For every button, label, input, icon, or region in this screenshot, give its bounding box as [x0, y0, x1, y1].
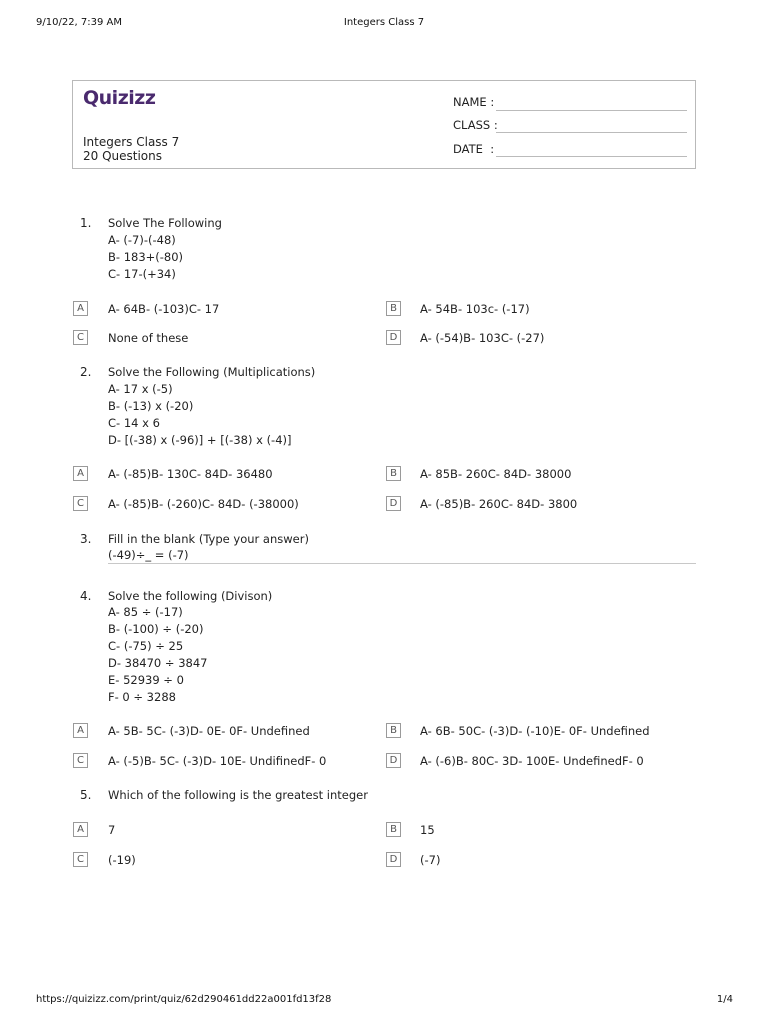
option-a-text: 7	[108, 823, 116, 837]
option-a-box[interactable]: A	[73, 301, 88, 316]
question-number: 1.	[80, 216, 92, 230]
option-a-box[interactable]: A	[73, 466, 88, 481]
option-b-box[interactable]: B	[386, 301, 401, 316]
question-text: B- (-100) ÷ (-20)	[108, 622, 204, 636]
name-field[interactable]	[496, 110, 687, 111]
option-d-box[interactable]: D	[386, 330, 401, 345]
question-number: 2.	[80, 365, 92, 379]
date-label: DATE :	[453, 142, 495, 156]
option-a-box[interactable]: A	[73, 822, 88, 837]
question-text: E- 52939 ÷ 0	[108, 673, 184, 687]
option-b-text: A- 85B- 260C- 84D- 38000	[420, 467, 572, 481]
option-c-text: None of these	[108, 331, 189, 345]
question-text: C- (-75) ÷ 25	[108, 639, 184, 653]
option-b-text: A- 6B- 50C- (-3)D- (-10)E- 0F- Undefined	[420, 724, 650, 738]
print-title: Integers Class 7	[343, 17, 425, 28]
quiz-header-box	[72, 80, 696, 169]
option-c-box[interactable]: C	[73, 496, 88, 511]
print-url[interactable]: https://quizizz.com/print/quiz/62d290461dd22a001fd13f28	[36, 994, 332, 1005]
option-c-box[interactable]: C	[73, 753, 88, 768]
option-c-text: A- (-5)B- 5C- (-3)D- 10E- UndifinedF- 0	[108, 754, 327, 768]
question-number: 5.	[80, 788, 92, 802]
question-text: Which of the following is the greatest integer	[108, 788, 368, 802]
option-c-box[interactable]: C	[73, 330, 88, 345]
option-c-box[interactable]: C	[73, 852, 88, 867]
quiz-title: Integers Class 7	[83, 135, 180, 149]
option-d-text: (-7)	[420, 853, 441, 867]
question-count: 20 Questions	[83, 149, 163, 163]
answer-input-line[interactable]	[108, 563, 696, 564]
question-text: F- 0 ÷ 3288	[108, 690, 176, 704]
class-label: CLASS :	[453, 118, 498, 132]
question-text: Solve The Following	[108, 216, 222, 230]
option-b-text: 15	[420, 823, 435, 837]
question-text: A- 17 x (-5)	[108, 382, 173, 396]
question-text: Fill in the blank (Type your answer)	[108, 532, 309, 546]
option-b-box[interactable]: B	[386, 466, 401, 481]
print-page-number: 1/4	[716, 994, 733, 1005]
question-text: Solve the Following (Multiplications)	[108, 365, 316, 379]
option-c-text: (-19)	[108, 853, 136, 867]
question-text: B- (-13) x (-20)	[108, 399, 194, 413]
question-text: B- 183+(-80)	[108, 250, 184, 264]
class-field[interactable]	[496, 132, 687, 133]
question-text: C- 14 x 6	[108, 416, 160, 430]
quizizz-logo: Quizizz	[83, 87, 156, 109]
option-b-box[interactable]: B	[386, 822, 401, 837]
question-text: C- 17-(+34)	[108, 267, 176, 281]
option-d-text: A- (-6)B- 80C- 3D- 100E- UndefinedF- 0	[420, 754, 644, 768]
option-d-box[interactable]: D	[386, 852, 401, 867]
question-text: D- 38470 ÷ 3847	[108, 656, 208, 670]
question-text: D- [(-38) x (-96)] + [(-38) x (-4)]	[108, 433, 292, 447]
option-d-text: A- (-54)B- 103C- (-27)	[420, 331, 545, 345]
option-d-box[interactable]: D	[386, 753, 401, 768]
option-a-text: A- (-85)B- 130C- 84D- 36480	[108, 467, 273, 481]
option-b-text: A- 54B- 103c- (-17)	[420, 302, 530, 316]
question-text: Solve the following (Divison)	[108, 589, 273, 603]
question-text: A- 85 ÷ (-17)	[108, 605, 183, 619]
question-text: (-49)÷_ = (-7)	[108, 548, 189, 562]
option-c-text: A- (-85)B- (-260)C- 84D- (-38000)	[108, 497, 299, 511]
date-field[interactable]	[496, 156, 687, 157]
question-text: A- (-7)-(-48)	[108, 233, 176, 247]
option-b-box[interactable]: B	[386, 723, 401, 738]
print-datetime: 9/10/22, 7:39 AM	[36, 17, 123, 28]
question-number: 4.	[80, 589, 92, 603]
option-a-text: A- 64B- (-103)C- 17	[108, 302, 220, 316]
option-a-box[interactable]: A	[73, 723, 88, 738]
option-d-text: A- (-85)B- 260C- 84D- 3800	[420, 497, 578, 511]
question-number: 3.	[80, 532, 92, 546]
option-d-box[interactable]: D	[386, 496, 401, 511]
name-label: NAME :	[453, 95, 495, 109]
option-a-text: A- 5B- 5C- (-3)D- 0E- 0F- Undefined	[108, 724, 310, 738]
